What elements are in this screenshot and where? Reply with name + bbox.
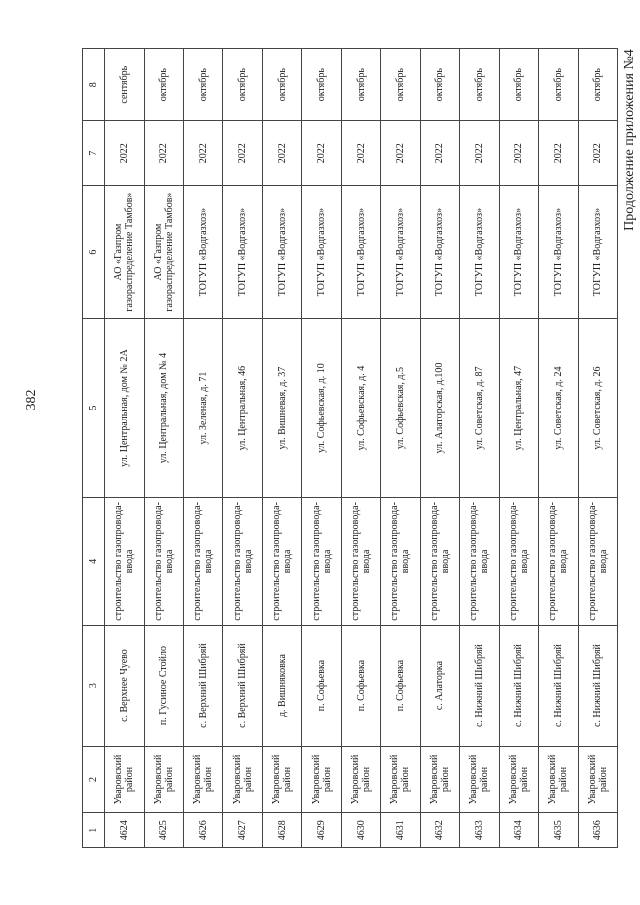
table-cell: октябрь [262,49,301,121]
table-cell: ул. Софьевская, д. 4 [341,318,380,497]
table-cell: п. Гусиное Стойло [144,625,183,746]
table-row [184,49,223,848]
table-cell: Уваровский район [578,746,617,813]
table-cell: ТОГУП «Водгазхоз» [223,186,262,319]
table-cell: АО «Газпром газораспределение Тамбов» [144,186,183,319]
table-row [105,49,144,848]
table-cell: д. Вишняковка [262,625,301,746]
table-cell: АО «Газпром газораспределение Тамбов» [105,186,144,319]
table-cell: 4633 [460,813,499,848]
column-header: 5 [83,318,105,497]
table-cell: строительство газопровода-ввода [184,498,223,625]
table-cell: октябрь [460,49,499,121]
table-cell: 4636 [578,813,617,848]
table-cell: 2022 [302,121,341,186]
table-cell: октябрь [302,49,341,121]
column-header: 2 [83,746,105,813]
table-cell: сентябрь [105,49,144,121]
table-cell: с. Нижний Шибряй [578,625,617,746]
table-cell: с. Нижний Шибряй [499,625,538,746]
table-row [460,49,499,848]
table-cell: ул. Зеленая, д. 71 [184,318,223,497]
table-cell: ул. Центральная, 47 [499,318,538,497]
table-cell: 4632 [420,813,459,848]
table-cell: Уваровский район [144,746,183,813]
table-cell: 2022 [381,121,420,186]
table-header-row [83,49,105,848]
table-cell: ТОГУП «Водгазхоз» [381,186,420,319]
table-cell: ул. Центральная, дом № 2А [105,318,144,497]
table-cell: п. Софьевка [302,625,341,746]
table-cell: Уваровский район [223,746,262,813]
table-cell: строительство газопровода-ввода [262,498,301,625]
table-cell: октябрь [381,49,420,121]
table-cell: 2022 [144,121,183,186]
table-cell: Уваровский район [420,746,459,813]
table-cell: октябрь [578,49,617,121]
table-cell: 2022 [223,121,262,186]
table-cell: ул. Центральная, 46 [223,318,262,497]
column-header: 6 [83,186,105,319]
table-cell: октябрь [420,49,459,121]
table-cell: ул. Софьевская, д. 10 [302,318,341,497]
column-header: 7 [83,121,105,186]
table-cell: Уваровский район [341,746,380,813]
table-cell: ул. Советская, д. 26 [578,318,617,497]
table-cell: ул. Вишневая, д. 37 [262,318,301,497]
table-row [578,49,617,848]
table-cell: п. Софьевка [381,625,420,746]
table-cell: 2022 [105,121,144,186]
table-cell: октябрь [341,49,380,121]
table-cell: 2022 [460,121,499,186]
table-cell: с. Нижний Шибряй [460,625,499,746]
table-row [302,49,341,848]
table-cell: 4630 [341,813,380,848]
table-cell: Уваровский район [262,746,301,813]
table-cell: 4625 [144,813,183,848]
table-cell: 2022 [420,121,459,186]
table-cell: Уваровский район [499,746,538,813]
table-cell: 4631 [381,813,420,848]
table-cell: строительство газопровода-ввода [578,498,617,625]
table-cell: п. Софьевка [341,625,380,746]
table-cell: 2022 [539,121,578,186]
table-cell: 2022 [184,121,223,186]
table-cell: ТОГУП «Водгазхоз» [184,186,223,319]
table-row [420,49,459,848]
table-row [341,49,380,848]
table-row [499,49,538,848]
appendix-header: Продолжение приложения №4 [622,49,637,231]
table-cell: 4627 [223,813,262,848]
table-row [144,49,183,848]
column-header: 4 [83,498,105,625]
table-cell: строительство газопровода-ввода [105,498,144,625]
table-cell: ул. Софьевская, д.5 [381,318,420,497]
table-cell: Уваровский район [105,746,144,813]
table-cell: с. Верхнее Чуево [105,625,144,746]
table-row [539,49,578,848]
table-cell: 4626 [184,813,223,848]
table-cell: октябрь [223,49,262,121]
column-header: 8 [83,49,105,121]
table-cell: строительство газопровода-ввода [223,498,262,625]
table-cell: с. Алаторка [420,625,459,746]
table-row [262,49,301,848]
table-cell: ул. Советская, д. 87 [460,318,499,497]
table-cell: 4624 [105,813,144,848]
table-cell: Уваровский район [460,746,499,813]
table-cell: ТОГУП «Водгазхоз» [420,186,459,319]
table-cell: ул. Центральная, дом № 4 [144,318,183,497]
table-cell: 4635 [539,813,578,848]
table-cell: 2022 [499,121,538,186]
table-cell: 4629 [302,813,341,848]
table-cell: октябрь [499,49,538,121]
table-cell: строительство газопровода-ввода [144,498,183,625]
table-cell: 2022 [578,121,617,186]
table-cell: строительство газопровода-ввода [420,498,459,625]
table-cell: с. Нижний Шибряй [539,625,578,746]
table-cell: Уваровский район [302,746,341,813]
page-number: 382 [24,389,39,411]
table-row [381,49,420,848]
table-cell: 4628 [262,813,301,848]
table-cell: ТОГУП «Водгазхоз» [578,186,617,319]
table-cell: октябрь [539,49,578,121]
table-cell: ТОГУП «Водгазхоз» [341,186,380,319]
table-cell: Уваровский район [381,746,420,813]
table-cell: строительство газопровода-ввода [499,498,538,625]
table-cell: с. Верхний Шибряй [223,625,262,746]
table-cell: с. Верхний Шибряй [184,625,223,746]
table-cell: 2022 [262,121,301,186]
table-cell: строительство газопровода-ввода [381,498,420,625]
table-cell: Уваровский район [539,746,578,813]
column-header: 3 [83,625,105,746]
table-cell: ТОГУП «Водгазхоз» [302,186,341,319]
table-cell: ул. Советская, д. 24 [539,318,578,497]
table-cell: строительство газопровода-ввода [302,498,341,625]
column-header: 1 [83,813,105,848]
table-cell: октябрь [184,49,223,121]
table-cell: Уваровский район [184,746,223,813]
table-cell: ТОГУП «Водгазхоз» [262,186,301,319]
table-cell: ул. Алаторская, д.100 [420,318,459,497]
table-cell: ТОГУП «Водгазхоз» [539,186,578,319]
table-row [223,49,262,848]
table-container [82,48,618,848]
table-cell: строительство газопровода-ввода [341,498,380,625]
table-cell: 4634 [499,813,538,848]
gasification-table [82,48,618,848]
table-cell: ТОГУП «Водгазхоз» [460,186,499,319]
table-cell: октябрь [144,49,183,121]
table-cell: ТОГУП «Водгазхоз» [499,186,538,319]
table-cell: строительство газопровода-ввода [539,498,578,625]
table-cell: 2022 [341,121,380,186]
table-body [83,49,618,848]
table-cell: строительство газопровода-ввода [460,498,499,625]
